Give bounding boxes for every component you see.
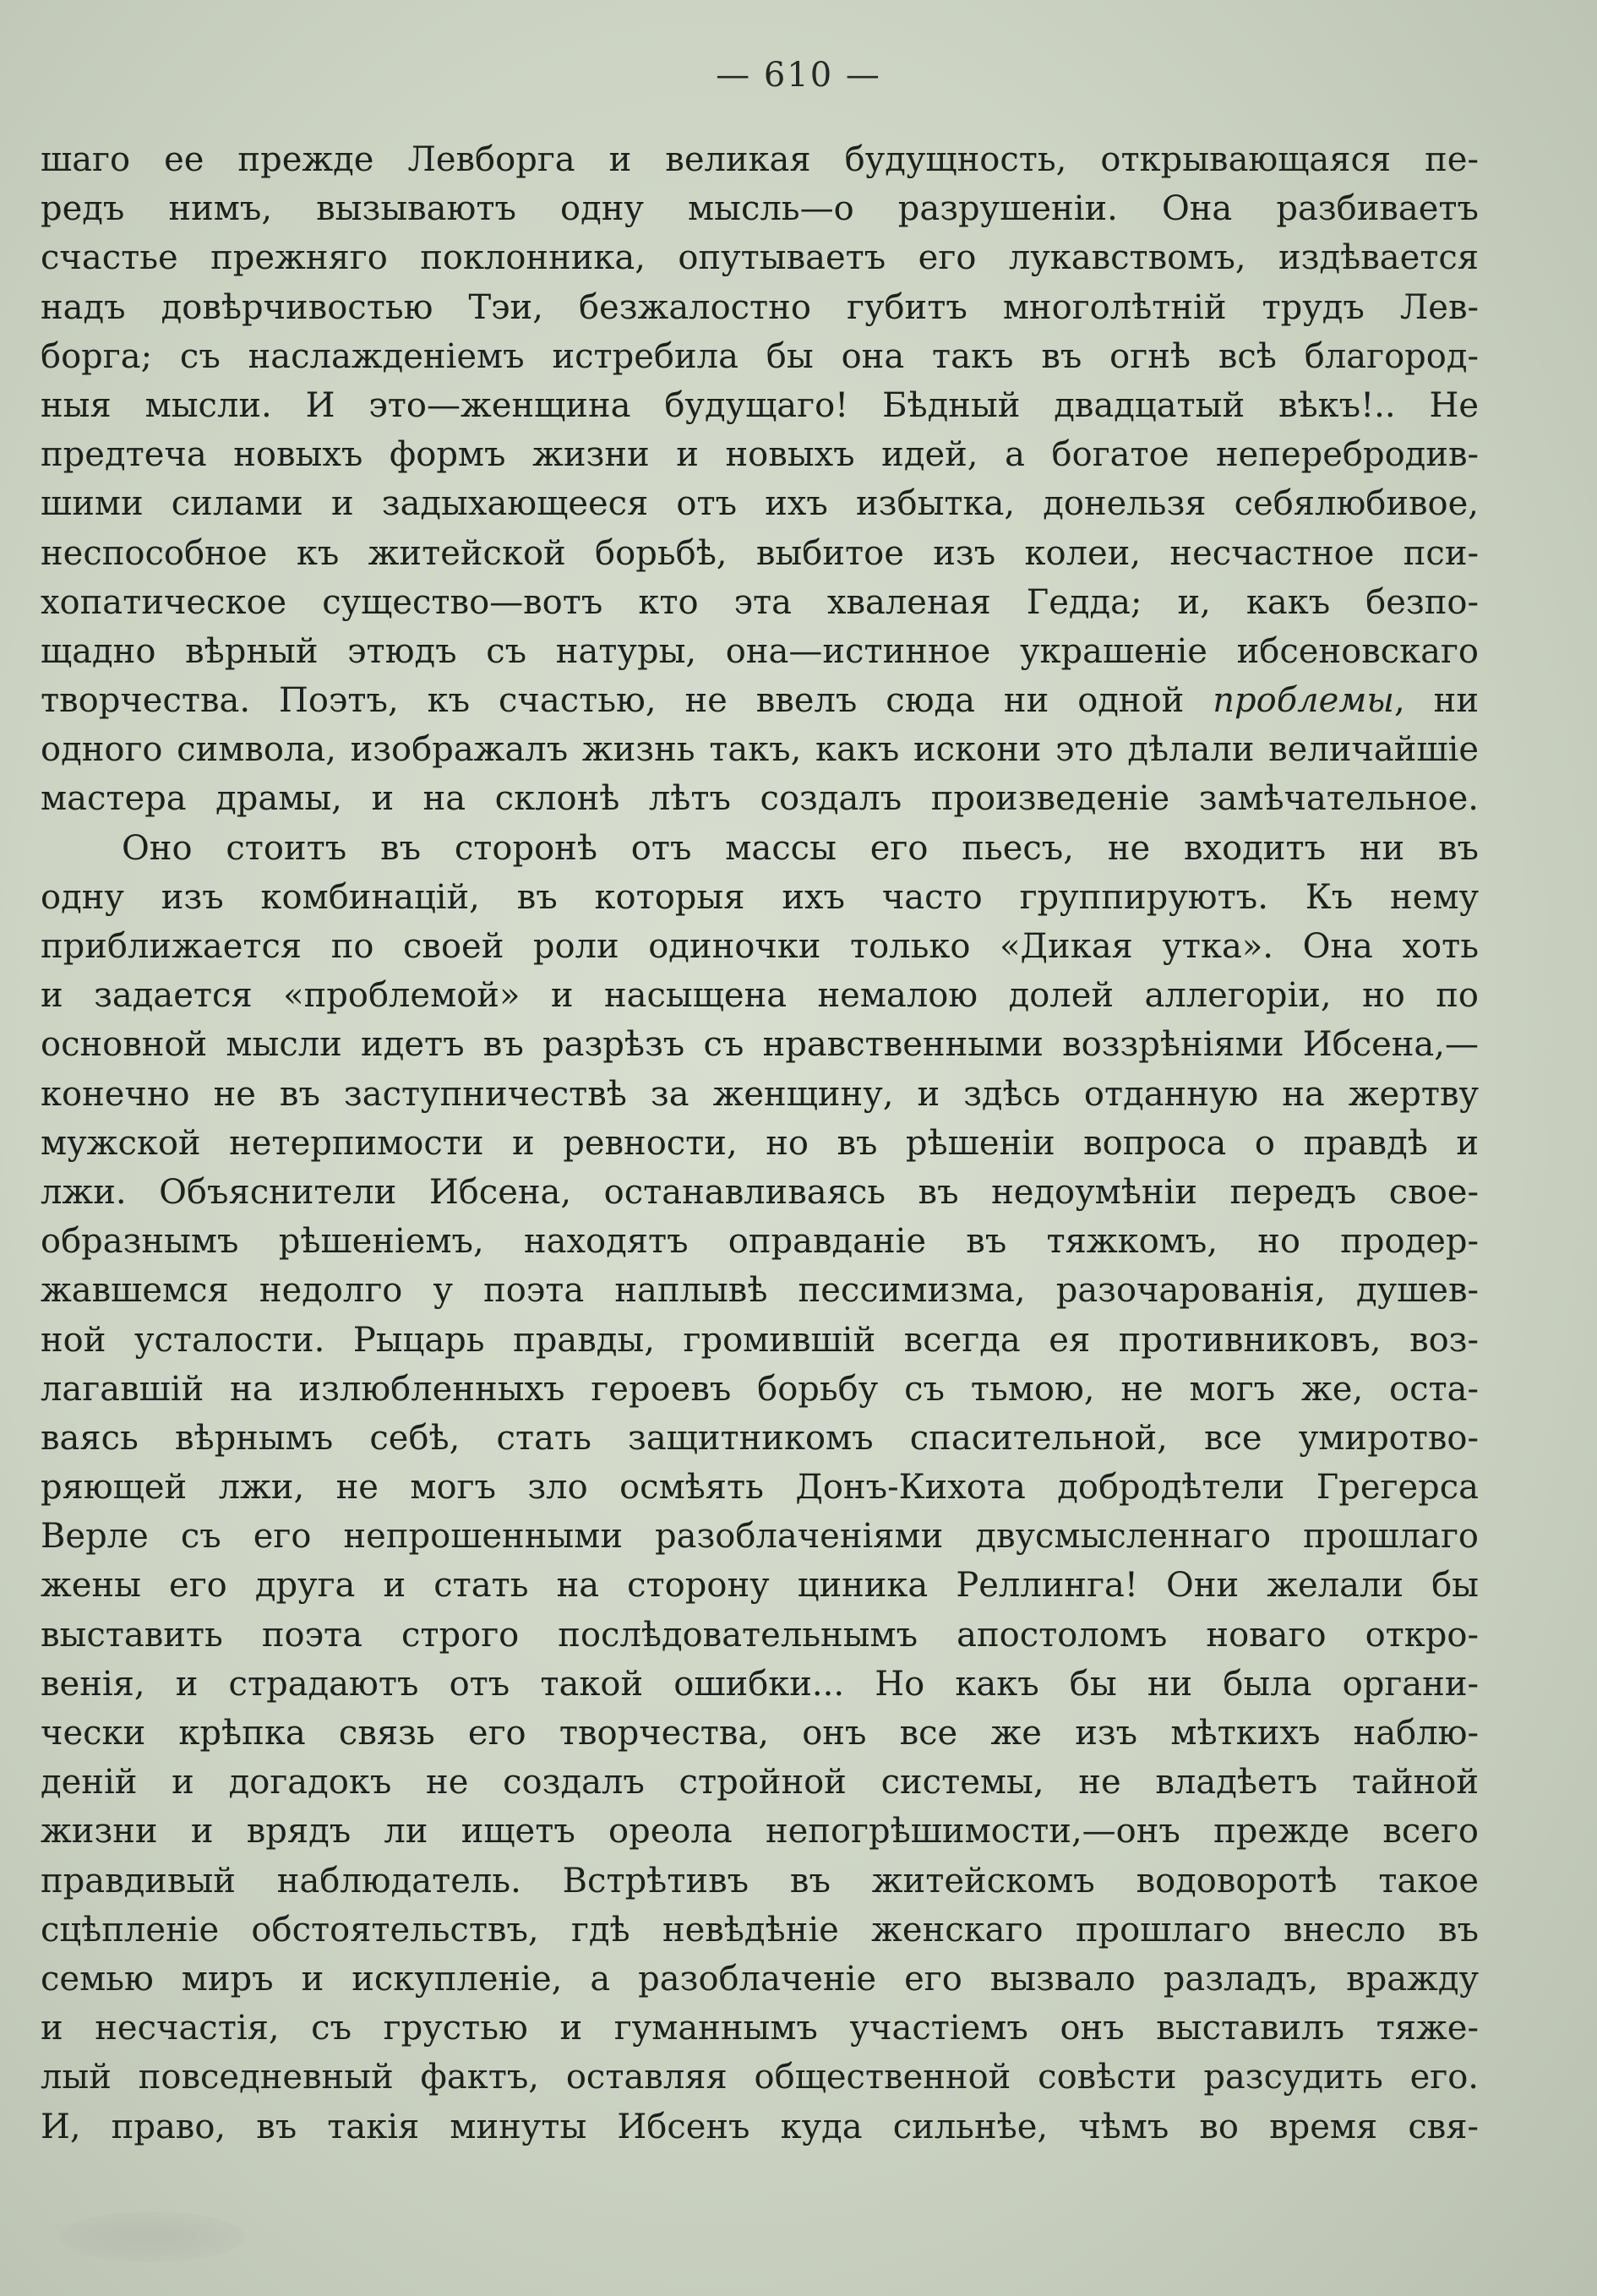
text-line: основной мысли идетъ въ разрѣзъ съ нравственными воззрѣніями Ибсена,— [41,1025,1479,1065]
text-line: деній и догадокъ не создалъ стройной системы, не владѣетъ тайной [41,1763,1479,1802]
text-line: лый повседневный фактъ, оставляя общественной совѣсти разсудить его. [41,2058,1479,2097]
text-line: шими силами и задыхающееся отъ ихъ избытка, донельзя себялюбивое, [41,484,1479,524]
text-line: выставить поэта строго послѣдовательнымъ апостоломъ новаго откро- [41,1615,1479,1655]
paper-stain [59,2211,245,2262]
text-line: неспособное къ житейской борьбѣ, выбитое изъ колеи, несчастное пси- [41,533,1479,573]
text-line: мужской нетерпимости и ревности, но въ рѣшеніи вопроса о правдѣ и [41,1123,1479,1163]
text-line: образнымъ рѣшеніемъ, находятъ оправданіе въ тяжкомъ, но продер- [41,1222,1479,1262]
text-line: сцѣпленіе обстоятельствъ, гдѣ невѣдѣніе женскаго прошлаго внесло въ [41,1910,1479,1950]
text-line: конечно не въ заступничествѣ за женщину, и здѣсь отданную на жертву [41,1074,1479,1114]
text-line: ряющей лжи, не могъ зло осмѣять Донъ-Кихота добродѣтели Грегерса [41,1468,1479,1508]
text-line: надъ довѣрчивостью Тэи, безжалостно губитъ многолѣтній трудъ Лев- [41,287,1479,327]
text-line: хопатическое существо—вотъ кто эта хваленая Гедда; и, какъ безпо- [41,582,1479,622]
body-text [41,135,1479,2151]
text-line: предтеча новыхъ формъ жизни и новыхъ идей, а богатое неперебродив- [41,435,1479,475]
text-line: щадно вѣрный этюдъ съ натуры, она—истинное украшеніе ибсеновскаго [41,631,1479,671]
text-line: одну изъ комбинацій, въ которыя ихъ часто группируютъ. Къ нему [41,877,1479,917]
text-line: одного символа, изображалъ жизнь такъ, какъ искони это дѣлали величайшіе [41,730,1479,770]
text-line: венія, и страдаютъ отъ такой ошибки... Но какъ бы ни была органи- [41,1664,1479,1704]
text-line: правдивый наблюдатель. Встрѣтивъ въ житейскомъ водоворотѣ такое [41,1861,1479,1901]
text-line: лжи. Объяснители Ибсена, останавливаясь въ недоумѣніи передъ свое- [41,1172,1479,1212]
text-line: семью миръ и искупленіе, а разоблаченіе его вызвало разладъ, вражду [41,1959,1479,1999]
text-line: счастье прежняго поклонника, опутываетъ его лукавствомъ, издѣвается [41,238,1479,278]
page-number: — 610 — [716,56,881,95]
italic-word: проблемы [1213,681,1395,721]
text-line: Верле съ его непрошенными разоблаченіями двусмысленнаго прошлаго [41,1517,1479,1557]
text-line: редъ нимъ, вызываютъ одну мысль—о разрушеніи. Она разбиваетъ [41,189,1479,229]
text-line: шаго ее прежде Левборга и великая будущность, открывающаяся пе- [41,140,1479,179]
text-line: жизни и врядъ ли ищетъ ореола непогрѣшимости,—онъ прежде всего [41,1812,1479,1852]
text-line: приближается по своей роли одиночки только «Дикая утка». Она хоть [41,927,1479,966]
text-line: творчества. Поэтъ, къ счастью, не ввелъ сюда ни одной проблемы, ни [41,681,1479,721]
text-line: лагавшій на излюбленныхъ героевъ борьбу съ тьмою, не могъ же, оста- [41,1369,1479,1409]
paragraph-first-line: Оно стоитъ въ сторонѣ отъ массы его пьесъ, не входитъ ни въ [122,828,1479,868]
text-line: жавшемся недолго у поэта наплывѣ пессимизма, разочарованія, душев- [41,1271,1479,1311]
text-line: борга; съ наслажденіемъ истребила бы она такъ въ огнѣ всѣ благород- [41,336,1479,376]
text-line: И, право, въ такія минуты Ибсенъ куда сильнѣе, чѣмъ во время свя- [41,2107,1479,2146]
text-line: чески крѣпка связь его творчества, онъ все же изъ мѣткихъ наблю- [41,1714,1479,1753]
text-line: и задается «проблемой» и насыщена немалою долей аллегоріи, но по [41,976,1479,1016]
text-line: ныя мысли. И это—женщина будущаго! Бѣдный двадцатый вѣкъ!.. Не [41,385,1479,425]
text-line: ваясь вѣрнымъ себѣ, стать защитникомъ спасительной, все умиротво- [41,1418,1479,1458]
text-line: мастера драмы, и на склонѣ лѣтъ создалъ произведеніе замѣчательное. [41,779,1479,819]
text-line: жены его друга и стать на сторону циника Реллинга! Они желали бы [41,1566,1479,1606]
text-line: и несчастія, съ грустью и гуманнымъ участіемъ онъ выставилъ тяже- [41,2009,1479,2048]
text-line: ной усталости. Рыцарь правды, громившій всегда ея противниковъ, воз- [41,1320,1479,1360]
